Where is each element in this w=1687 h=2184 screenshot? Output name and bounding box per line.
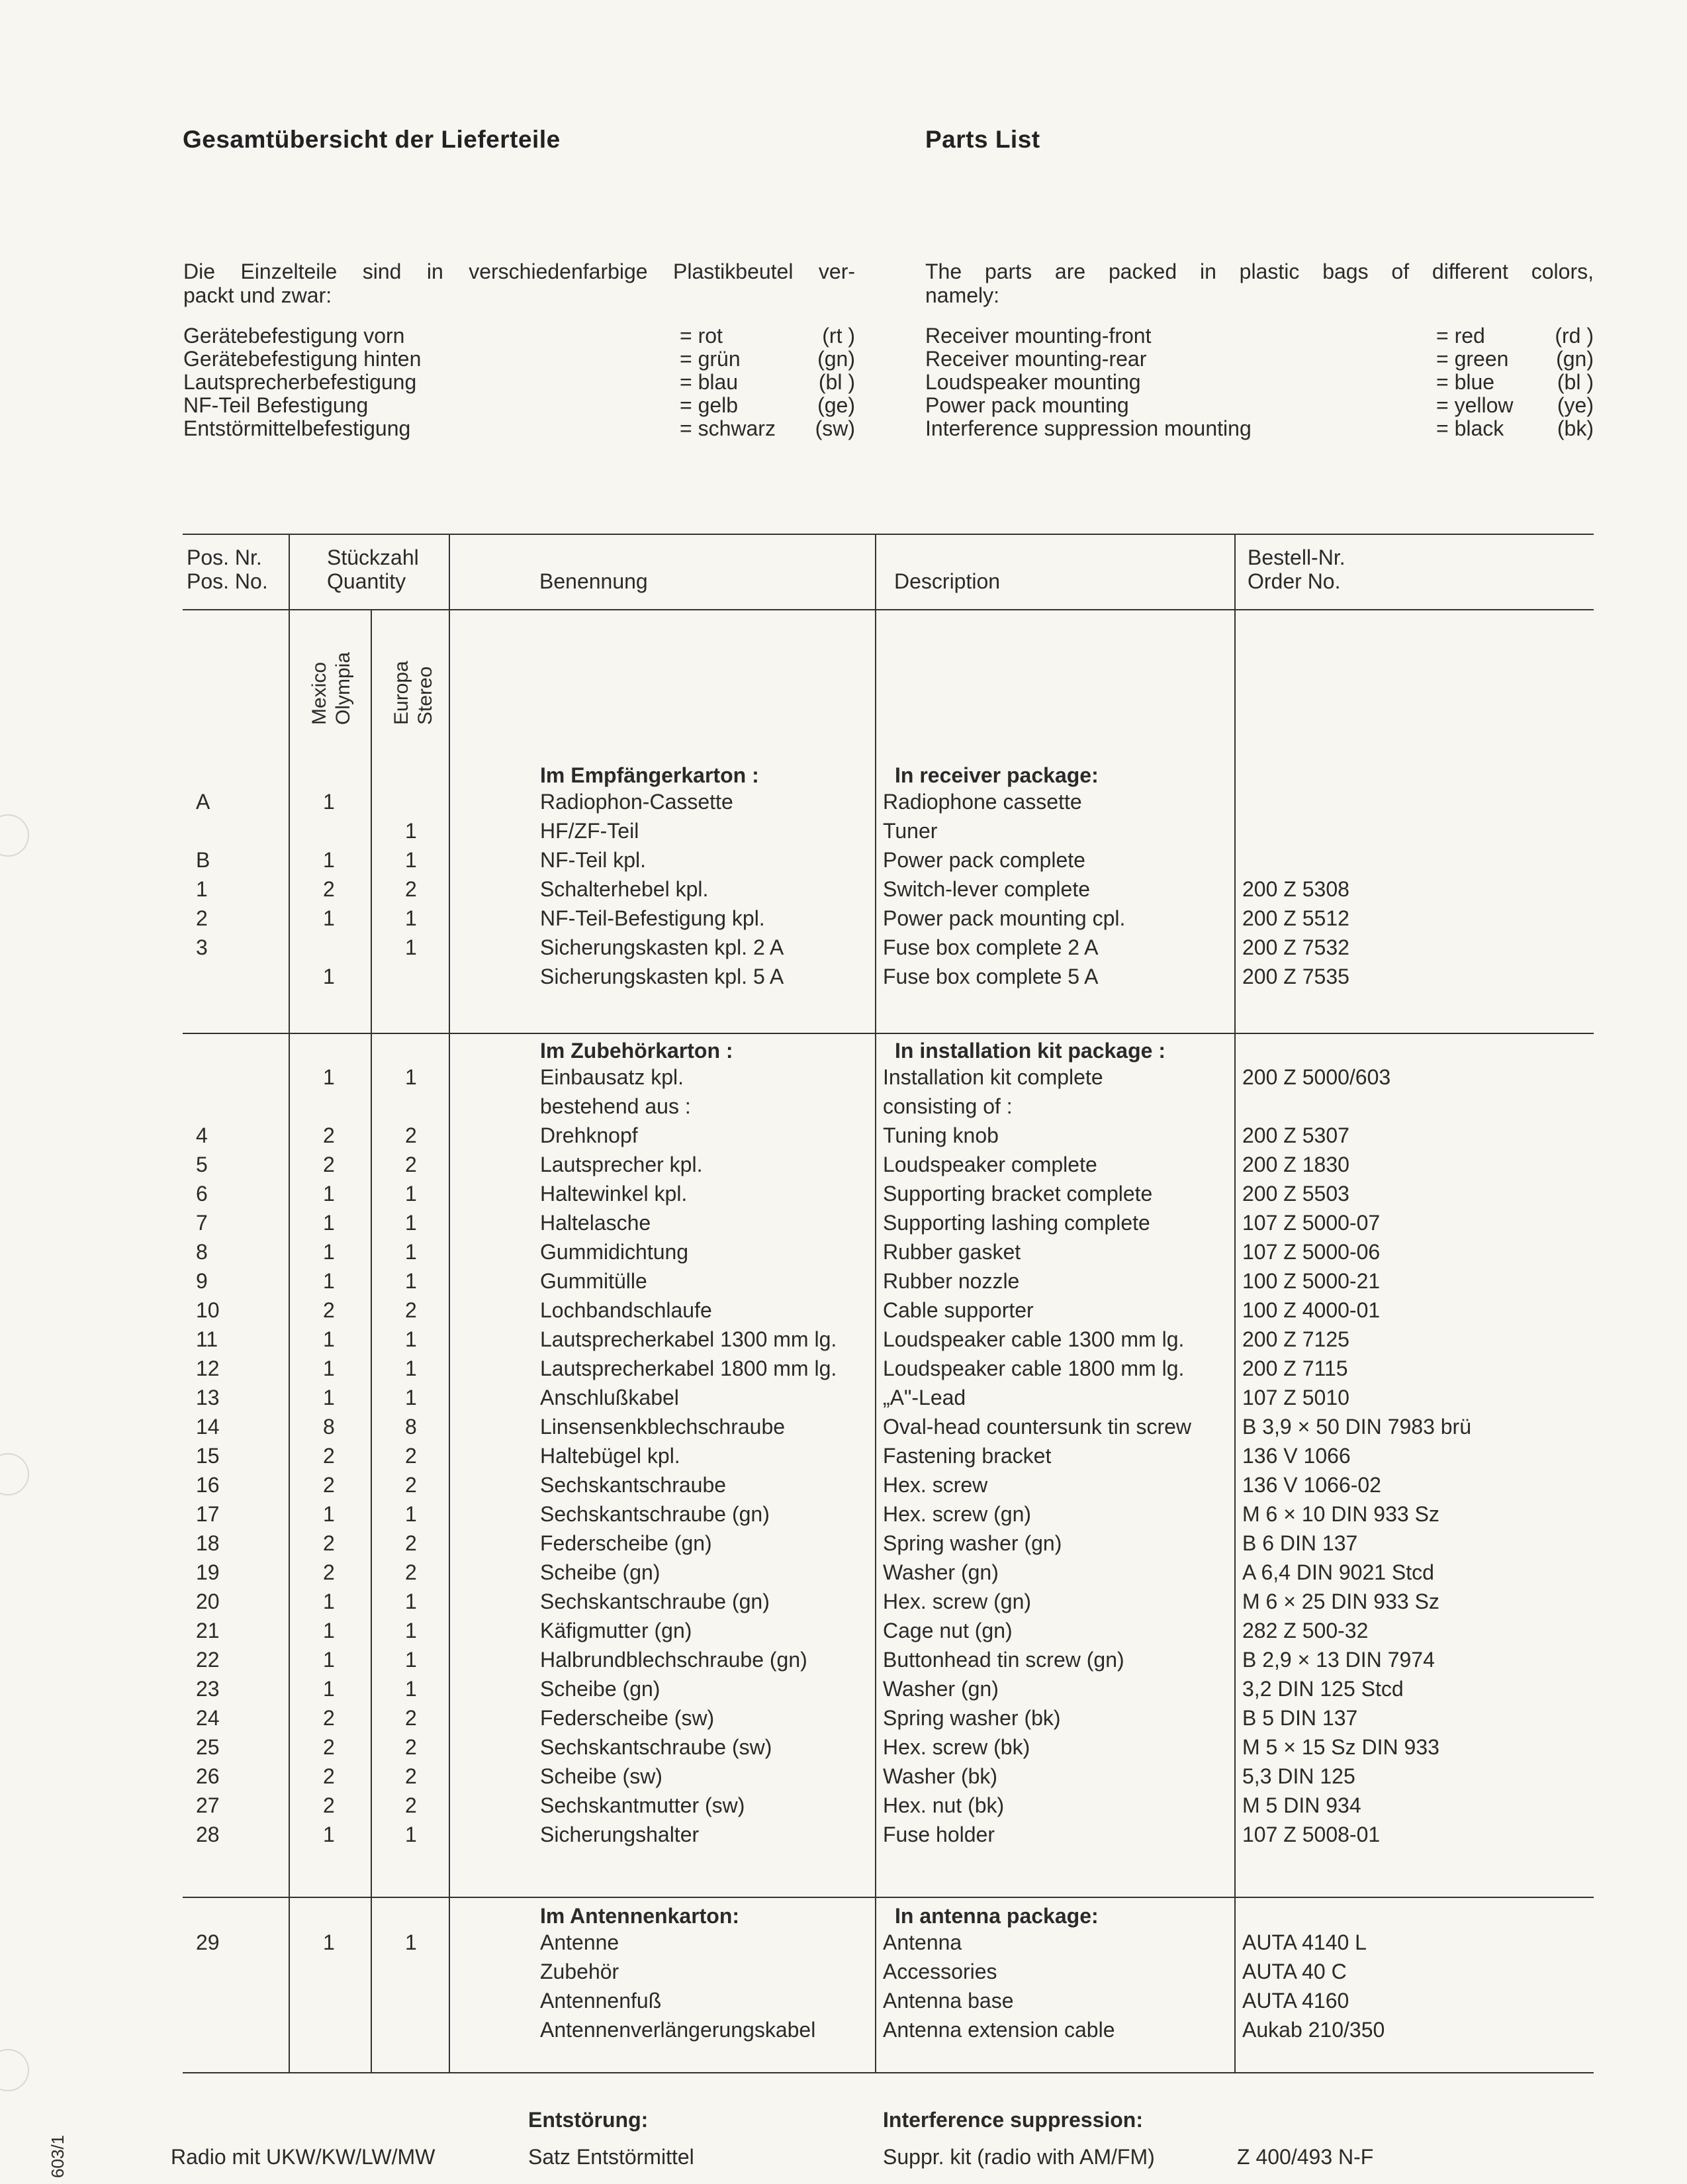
row-pos: 14 [196, 1415, 220, 1439]
color-name: = rot [680, 324, 723, 348]
row-qty-europa: 2 [405, 1298, 417, 1322]
row-qty-mexico: 1 [323, 848, 335, 872]
row-description: Supporting bracket complete [883, 1182, 1153, 1206]
row-pos: B [196, 848, 210, 872]
row-qty-europa: 1 [405, 1356, 417, 1380]
row-pos: 3 [196, 935, 208, 959]
row-description: Hex. screw (bk) [883, 1735, 1030, 1759]
section-title-en: In installation kit package : [895, 1039, 1165, 1063]
row-pos: 12 [196, 1356, 220, 1380]
color-list-english [925, 324, 1594, 440]
color-name: = blue [1436, 370, 1495, 394]
color-name: = schwarz [680, 416, 776, 440]
model-stereo: Stereo [414, 666, 436, 725]
row-order-no: 200 Z 7115 [1242, 1356, 1348, 1380]
row-name-de: Käfigmutter (gn) [540, 1619, 692, 1642]
color-name: = blau [680, 370, 739, 394]
color-name: = grün [680, 347, 741, 371]
row-name-de: Antenne [540, 1930, 619, 1954]
row-pos: 9 [196, 1269, 208, 1293]
model-europa: Europa [390, 661, 412, 725]
color-abbr: (bk) [1557, 416, 1594, 440]
row-name-de: Radiophon-Cassette [540, 790, 733, 814]
row-pos: 27 [196, 1793, 220, 1817]
row-qty-europa: 8 [405, 1415, 417, 1439]
row-qty-europa: 1 [405, 1930, 417, 1954]
color-row [925, 417, 1594, 440]
column-rule [1234, 534, 1236, 2072]
row-qty-mexico: 1 [323, 1327, 335, 1351]
color-row [925, 348, 1594, 371]
row-order-no: Aukab 210/350 [1242, 2018, 1385, 2042]
row-description: Fuse box complete 2 A [883, 935, 1099, 959]
row-name-de: Zubehör [540, 1960, 619, 1983]
row-description: Spring washer (gn) [883, 1531, 1062, 1555]
row-qty-mexico: 2 [323, 1531, 335, 1555]
row-qty-europa: 1 [405, 1619, 417, 1642]
row-name-de: Sechskantmutter (sw) [540, 1793, 745, 1817]
header-pos-en: Pos. No. [187, 569, 268, 593]
row-pos: 28 [196, 1823, 220, 1846]
color-abbr: (ge) [817, 393, 855, 417]
column-rule [449, 534, 450, 2072]
row-name-de: Antennenfuß [540, 1989, 662, 2013]
row-pos: 8 [196, 1240, 208, 1264]
row-qty-europa: 1 [405, 1182, 417, 1206]
row-description: Fuse holder [883, 1823, 995, 1846]
footer-title-en: Interference suppression: [883, 2108, 1143, 2132]
row-description: Washer (bk) [883, 1764, 998, 1788]
row-description: Power pack mounting cpl. [883, 906, 1126, 930]
row-description: Washer (gn) [883, 1677, 999, 1701]
row-name-de: Einbausatz kpl. [540, 1065, 684, 1089]
row-qty-europa: 1 [405, 848, 417, 872]
row-description: Tuner [883, 819, 938, 843]
color-label: Gerätebefestigung vorn [183, 324, 405, 348]
section-title-en: In antenna package: [895, 1904, 1099, 1928]
model-mexico: Mexico [308, 661, 330, 725]
row-description: Accessories [883, 1960, 997, 1983]
color-name: = green [1436, 347, 1509, 371]
row-qty-europa: 2 [405, 1793, 417, 1817]
row-description: Radiophone cassette [883, 790, 1082, 814]
color-abbr: (rt ) [822, 324, 855, 348]
row-name-de: HF/ZF-Teil [540, 819, 639, 843]
section-title-de: Im Empfängerkarton : [540, 763, 759, 787]
color-row [183, 324, 855, 348]
row-qty-europa: 1 [405, 1502, 417, 1526]
row-order-no: M 6 × 10 DIN 933 Sz [1242, 1502, 1439, 1526]
row-qty-mexico: 1 [323, 1240, 335, 1264]
row-name-de: NF-Teil kpl. [540, 848, 647, 872]
color-row [183, 348, 855, 371]
row-name-de: bestehend aus : [540, 1094, 691, 1118]
color-label: Gerätebefestigung hinten [183, 347, 422, 371]
row-qty-europa: 1 [405, 1590, 417, 1613]
row-pos: 6 [196, 1182, 208, 1206]
row-description: Hex. nut (bk) [883, 1793, 1005, 1817]
row-order-no: M 6 × 25 DIN 933 Sz [1242, 1590, 1439, 1613]
row-description: Cage nut (gn) [883, 1619, 1013, 1642]
row-name-de: NF-Teil-Befestigung kpl. [540, 906, 765, 930]
row-name-de: Sicherungshalter [540, 1823, 700, 1846]
row-name-de: Scheibe (gn) [540, 1677, 661, 1701]
color-abbr: (bl ) [1557, 370, 1594, 394]
row-pos: 19 [196, 1560, 220, 1584]
row-pos: 20 [196, 1590, 220, 1613]
row-qty-mexico: 1 [323, 1386, 335, 1409]
table-top-rule [183, 534, 1594, 535]
color-abbr: (gn) [817, 347, 855, 371]
row-qty-europa: 1 [405, 906, 417, 930]
row-qty-mexico: 2 [323, 1560, 335, 1584]
row-pos: 29 [196, 1930, 220, 1954]
row-pos: 15 [196, 1444, 220, 1468]
section-rule [183, 1897, 1594, 1898]
color-label: Receiver mounting-front [925, 324, 1152, 348]
binder-hole [0, 1453, 29, 1496]
row-qty-europa: 2 [405, 1123, 417, 1147]
row-qty-europa: 1 [405, 1823, 417, 1846]
row-name-de: Gummidichtung [540, 1240, 689, 1264]
header-order-de: Bestell-Nr. [1248, 546, 1345, 569]
section-title-de: Im Zubehörkarton : [540, 1039, 733, 1063]
row-qty-mexico: 2 [323, 1735, 335, 1759]
row-name-de: Scheibe (gn) [540, 1560, 661, 1584]
row-name-de: Federscheibe (gn) [540, 1531, 712, 1555]
row-qty-europa: 2 [405, 1153, 417, 1176]
row-description: Fuse box complete 5 A [883, 965, 1099, 988]
color-label: Entstörmittelbefestigung [183, 416, 411, 440]
row-name-de: Lochbandschlaufe [540, 1298, 712, 1322]
binder-hole [0, 814, 29, 857]
row-qty-europa: 1 [405, 1211, 417, 1235]
row-qty-europa: 1 [405, 1386, 417, 1409]
row-pos: 23 [196, 1677, 220, 1701]
row-qty-europa: 1 [405, 1327, 417, 1351]
section-rule [183, 1033, 1594, 1034]
header-qty-de: Stückzahl [327, 546, 419, 569]
row-name-de: Lautsprecherkabel 1300 mm lg. [540, 1327, 837, 1351]
row-order-no: 282 Z 500-32 [1242, 1619, 1369, 1642]
color-label: Loudspeaker mounting [925, 370, 1141, 394]
row-qty-europa: 1 [405, 1677, 417, 1701]
row-pos: 24 [196, 1706, 220, 1730]
row-qty-europa: 1 [405, 935, 417, 959]
margin-code: 603/1 [48, 2134, 68, 2178]
row-qty-europa: 2 [405, 1473, 417, 1497]
color-row [925, 394, 1594, 417]
row-qty-mexico: 2 [323, 1298, 335, 1322]
column-rule [371, 609, 372, 2072]
binder-hole [0, 2049, 29, 2091]
row-name-de: Haltebügel kpl. [540, 1444, 680, 1468]
row-name-de: Gummitülle [540, 1269, 647, 1293]
row-qty-europa: 2 [405, 1706, 417, 1730]
row-order-no: B 2,9 × 13 DIN 7974 [1242, 1648, 1435, 1672]
row-qty-mexico: 2 [323, 1793, 335, 1817]
row-qty-mexico: 1 [323, 1823, 335, 1846]
header-qty-en: Quantity [327, 569, 406, 593]
row-qty-europa: 1 [405, 1269, 417, 1293]
row-qty-mexico: 1 [323, 1590, 335, 1613]
row-qty-mexico: 2 [323, 1444, 335, 1468]
row-description: Supporting lashing complete [883, 1211, 1150, 1235]
color-label: NF-Teil Befestigung [183, 393, 369, 417]
row-qty-europa: 1 [405, 1240, 417, 1264]
row-description: Antenna extension cable [883, 2018, 1115, 2042]
model-olympia: Olympia [332, 651, 354, 725]
row-order-no: 200 Z 7535 [1242, 965, 1349, 988]
color-abbr: (gn) [1556, 347, 1594, 371]
color-label: Power pack mounting [925, 393, 1129, 417]
header-name: Benennung [539, 569, 648, 593]
row-order-no: 3,2 DIN 125 Stcd [1242, 1677, 1404, 1701]
row-description: Antenna base [883, 1989, 1014, 2013]
row-qty-mexico: 1 [323, 1182, 335, 1206]
header-order-en: Order No. [1248, 569, 1341, 593]
footer-title-de: Entstörung: [528, 2108, 649, 2132]
color-abbr: (ye) [1557, 393, 1594, 417]
row-qty-mexico: 2 [323, 1123, 335, 1147]
row-order-no: 200 Z 5000/603 [1242, 1065, 1391, 1089]
row-qty-mexico: 1 [323, 790, 335, 814]
row-order-no: AUTA 4140 L [1242, 1930, 1367, 1954]
row-description: Power pack complete [883, 848, 1085, 872]
row-qty-europa: 1 [405, 1065, 417, 1089]
row-name-de: Sechskantschraube [540, 1473, 727, 1497]
row-order-no: 200 Z 1830 [1242, 1153, 1349, 1176]
row-description: Buttonhead tin screw (gn) [883, 1648, 1124, 1672]
color-row [183, 371, 855, 394]
row-order-no: 136 V 1066-02 [1242, 1473, 1381, 1497]
row-qty-mexico: 1 [323, 1930, 335, 1954]
row-description: Tuning knob [883, 1123, 999, 1147]
row-pos: 4 [196, 1123, 208, 1147]
row-name-de: Lautsprecher kpl. [540, 1153, 703, 1176]
row-name-de: Drehknopf [540, 1123, 638, 1147]
section-rule [183, 2072, 1594, 2073]
row-order-no: 107 Z 5008-01 [1242, 1823, 1381, 1846]
color-row [925, 324, 1594, 348]
row-name-de: Lautsprecherkabel 1800 mm lg. [540, 1356, 837, 1380]
footer-order-no: Z 400/493 N-F [1237, 2145, 1374, 2169]
row-order-no: 107 Z 5010 [1242, 1386, 1349, 1409]
color-label: Receiver mounting-rear [925, 347, 1147, 371]
color-abbr: (rd ) [1555, 324, 1594, 348]
row-qty-mexico: 8 [323, 1415, 335, 1439]
row-qty-mexico: 2 [323, 1764, 335, 1788]
color-label: Interference suppression mounting [925, 416, 1252, 440]
row-order-no: 5,3 DIN 125 [1242, 1764, 1355, 1788]
row-qty-mexico: 1 [323, 1211, 335, 1235]
row-name-de: Linsensenkblechschraube [540, 1415, 786, 1439]
row-pos: 26 [196, 1764, 220, 1788]
row-pos: 1 [196, 877, 208, 901]
row-description: consisting of : [883, 1094, 1013, 1118]
table-header-rule [183, 609, 1594, 610]
row-pos: 21 [196, 1619, 220, 1642]
row-order-no: 200 Z 7125 [1242, 1327, 1349, 1351]
color-name: = yellow [1436, 393, 1514, 417]
row-order-no: AUTA 4160 [1242, 1989, 1349, 2013]
color-abbr: (sw) [815, 416, 855, 440]
row-order-no: B 5 DIN 137 [1242, 1706, 1358, 1730]
row-qty-europa: 2 [405, 1735, 417, 1759]
row-name-de: Scheibe (sw) [540, 1764, 662, 1788]
row-qty-mexico: 2 [323, 877, 335, 901]
row-qty-mexico: 1 [323, 906, 335, 930]
row-qty-europa: 1 [405, 1648, 417, 1672]
row-description: Oval-head countersunk tin screw [883, 1415, 1191, 1439]
header-pos-de: Pos. Nr. [187, 546, 262, 569]
row-pos: 18 [196, 1531, 220, 1555]
color-name: = red [1436, 324, 1485, 348]
row-name-de: Anschlußkabel [540, 1386, 679, 1409]
row-qty-europa: 2 [405, 1531, 417, 1555]
row-qty-europa: 2 [405, 1444, 417, 1468]
row-pos: 13 [196, 1386, 220, 1409]
row-pos: 16 [196, 1473, 220, 1497]
row-order-no: 100 Z 5000-21 [1242, 1269, 1381, 1293]
row-order-no: 136 V 1066 [1242, 1444, 1351, 1468]
color-row [925, 371, 1594, 394]
row-qty-mexico: 1 [323, 1065, 335, 1089]
row-qty-mexico: 1 [323, 1269, 335, 1293]
row-description: Loudspeaker cable 1800 mm lg. [883, 1356, 1185, 1380]
column-rule [289, 534, 290, 2072]
column-rule [875, 534, 876, 2072]
row-name-de: Haltewinkel kpl. [540, 1182, 688, 1206]
row-order-no: M 5 DIN 934 [1242, 1793, 1361, 1817]
row-description: Hex. screw [883, 1473, 988, 1497]
row-pos: 25 [196, 1735, 220, 1759]
row-name-de: Schalterhebel kpl. [540, 877, 709, 901]
intro-english: The parts are packed in plastic bags of different colors, namely: [925, 260, 1594, 307]
row-description: Hex. screw (gn) [883, 1590, 1032, 1613]
row-qty-mexico: 1 [323, 1502, 335, 1526]
color-name: = gelb [680, 393, 739, 417]
row-description: Loudspeaker complete [883, 1153, 1097, 1176]
row-description: Fastening bracket [883, 1444, 1052, 1468]
row-pos: 11 [196, 1327, 218, 1351]
row-qty-mexico: 1 [323, 965, 335, 988]
color-label: Lautsprecherbefestigung [183, 370, 417, 394]
row-description: „A"-Lead [883, 1386, 966, 1409]
row-order-no: AUTA 40 C [1242, 1960, 1347, 1983]
color-row [183, 417, 855, 440]
row-pos: 5 [196, 1153, 208, 1176]
row-description: Hex. screw (gn) [883, 1502, 1032, 1526]
color-name: = black [1436, 416, 1504, 440]
row-qty-mexico: 2 [323, 1706, 335, 1730]
section-title-en: In receiver package: [895, 763, 1099, 787]
row-order-no: 200 Z 5503 [1242, 1182, 1349, 1206]
row-pos: 17 [196, 1502, 220, 1526]
row-qty-mexico: 1 [323, 1356, 335, 1380]
footer-name-de: Satz Entstörmittel [528, 2145, 694, 2169]
row-qty-europa: 2 [405, 1764, 417, 1788]
row-qty-europa: 2 [405, 877, 417, 901]
row-pos: 10 [196, 1298, 220, 1322]
row-description: Rubber gasket [883, 1240, 1021, 1264]
row-qty-mexico: 1 [323, 1619, 335, 1642]
row-order-no: B 6 DIN 137 [1242, 1531, 1358, 1555]
row-order-no: 200 Z 5308 [1242, 877, 1349, 901]
row-description: Rubber nozzle [883, 1269, 1020, 1293]
row-name-de: Federscheibe (sw) [540, 1706, 715, 1730]
row-name-de: Sechskantschraube (gn) [540, 1502, 770, 1526]
section-title-de: Im Antennenkarton: [540, 1904, 740, 1928]
row-order-no: M 5 × 15 Sz DIN 933 [1242, 1735, 1439, 1759]
row-qty-europa: 1 [405, 819, 417, 843]
footer-radio-type: Radio mit UKW/KW/LW/MW [171, 2145, 435, 2169]
intro-german: Die Einzelteile sind in verschiedenfarbige Plastikbeutel ver- packt und zwar: [183, 260, 855, 307]
row-name-de: Haltelasche [540, 1211, 651, 1235]
row-pos: 2 [196, 906, 208, 930]
row-pos: 22 [196, 1648, 220, 1672]
row-description: Spring washer (bk) [883, 1706, 1061, 1730]
row-description: Antenna [883, 1930, 962, 1954]
color-abbr: (bl ) [818, 370, 855, 394]
row-name-de: Sechskantschraube (gn) [540, 1590, 770, 1613]
row-order-no: 107 Z 5000-07 [1242, 1211, 1381, 1235]
title-german: Gesamtübersicht der Lieferteile [183, 126, 561, 153]
row-order-no: B 3,9 × 50 DIN 7983 brü [1242, 1415, 1471, 1439]
row-name-de: Antennenverlängerungskabel [540, 2018, 816, 2042]
footer-description: Suppr. kit (radio with AM/FM) [883, 2145, 1155, 2169]
row-name-de: Sicherungskasten kpl. 5 A [540, 965, 784, 988]
row-order-no: 100 Z 4000-01 [1242, 1298, 1381, 1322]
row-description: Loudspeaker cable 1300 mm lg. [883, 1327, 1185, 1351]
row-order-no: 200 Z 5512 [1242, 906, 1349, 930]
row-pos: A [196, 790, 210, 814]
row-qty-mexico: 1 [323, 1677, 335, 1701]
header-description: Description [894, 569, 1001, 593]
row-description: Installation kit complete [883, 1065, 1103, 1089]
row-order-no: 200 Z 5307 [1242, 1123, 1349, 1147]
row-name-de: Halbrundblechschraube (gn) [540, 1648, 807, 1672]
title-english: Parts List [925, 126, 1040, 153]
row-qty-mexico: 1 [323, 1648, 335, 1672]
row-qty-europa: 2 [405, 1560, 417, 1584]
color-row [183, 394, 855, 417]
row-description: Washer (gn) [883, 1560, 999, 1584]
row-order-no: 107 Z 5000-06 [1242, 1240, 1381, 1264]
row-pos: 7 [196, 1211, 208, 1235]
row-qty-mexico: 2 [323, 1473, 335, 1497]
row-description: Cable supporter [883, 1298, 1034, 1322]
row-order-no: A 6,4 DIN 9021 Stcd [1242, 1560, 1434, 1584]
row-description: Switch-lever complete [883, 877, 1090, 901]
row-name-de: Sicherungskasten kpl. 2 A [540, 935, 784, 959]
row-name-de: Sechskantschraube (sw) [540, 1735, 772, 1759]
row-qty-mexico: 2 [323, 1153, 335, 1176]
color-list-german [183, 324, 855, 440]
row-order-no: 200 Z 7532 [1242, 935, 1349, 959]
